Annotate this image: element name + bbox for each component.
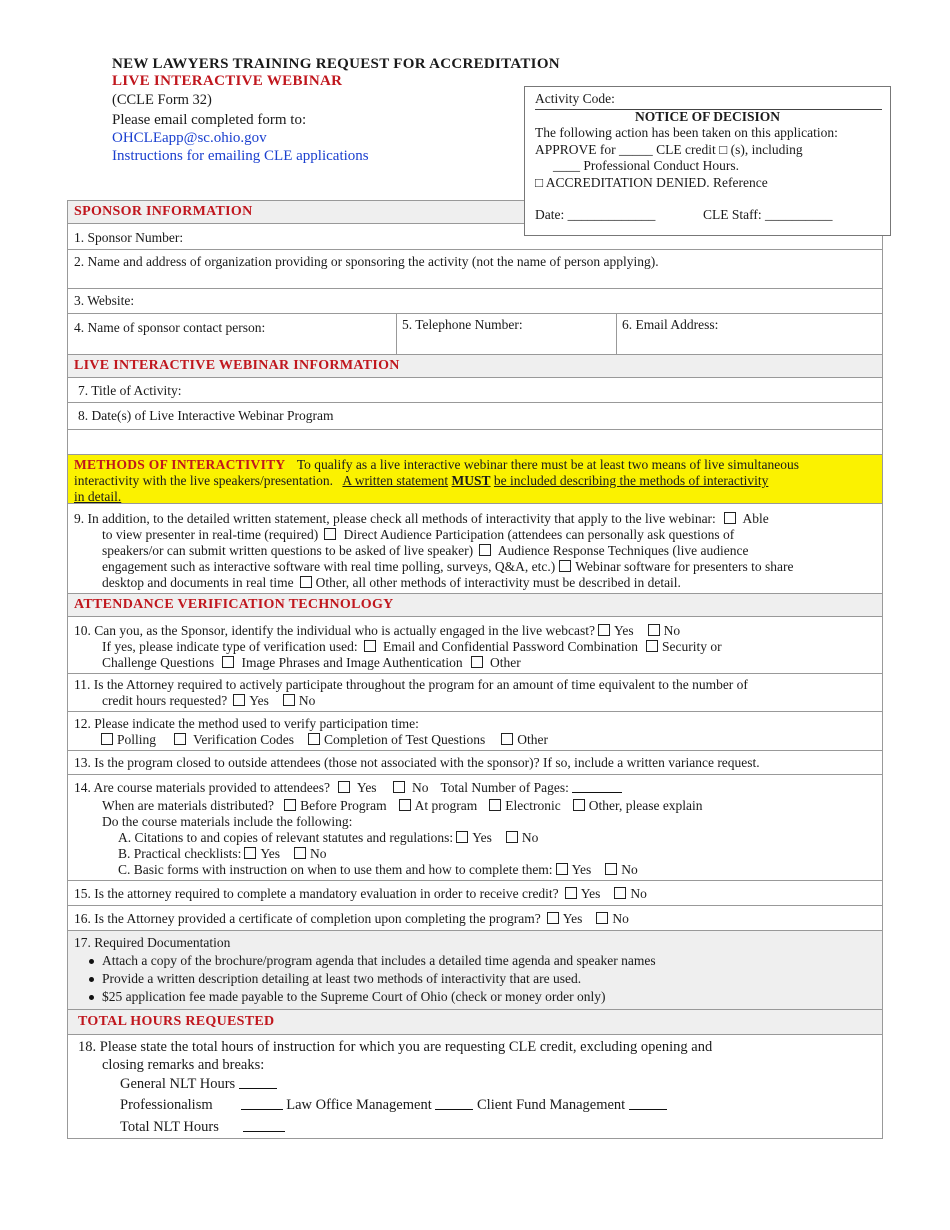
q14-pages-input[interactable] [572, 781, 622, 793]
q16-text: 16. Is the Attorney provided a certificate of completion upon completing the program? [74, 911, 541, 926]
q9-text-5b: Other, all other methods of interactivity must be described in detail. [315, 575, 681, 590]
q14-a-no-checkbox[interactable] [506, 831, 518, 843]
q9-able: Able [742, 511, 769, 526]
q18-text: 18. Please state the total hours of instruction for which you are requesting CLE credit, excluding opening and [78, 1039, 713, 1055]
q15-no: No [630, 886, 647, 901]
q14-at-checkbox[interactable] [399, 799, 411, 811]
q10-text: 10. Can you, as the Sponsor, identify the individual who is actually engaged in the live webcast? [74, 623, 595, 638]
bullet-3 [89, 995, 94, 1000]
notice-conduct-hours: ____ Professional Conduct Hours. [553, 158, 739, 173]
q17-text: 17. Required Documentation [74, 935, 231, 950]
q13-text: 13. Is the program closed to outside attendees (those not associated with the sponsor)? If so, include a written variance request. [74, 755, 760, 770]
form-id: (CCLE Form 32) [112, 92, 212, 108]
q14-yes: Yes [356, 780, 377, 795]
q10-image-checkbox[interactable] [222, 656, 234, 668]
methods-text-3: in detail. [74, 489, 122, 504]
q14-a-text: A. Citations to and copies of relevant statutes and regulations: [118, 830, 454, 845]
q10-other: Other [490, 655, 521, 670]
q10-yes-checkbox[interactable] [598, 624, 610, 636]
q14-before-checkbox[interactable] [284, 799, 296, 811]
professionalism-label: Professionalism [120, 1097, 213, 1113]
q11-no-checkbox[interactable] [283, 694, 295, 706]
q10-yes: Yes [613, 623, 634, 638]
q14-at: At program [414, 798, 478, 813]
q11-text-2: credit hours requested? [102, 693, 228, 708]
q14-c-no-checkbox[interactable] [605, 863, 617, 875]
q14-before: Before Program [300, 798, 387, 813]
q14-b-yes: Yes [260, 846, 280, 861]
notice-staff: CLE Staff: __________ [703, 207, 833, 222]
telephone-field[interactable]: 5. Telephone Number: [402, 317, 523, 332]
form-title: NEW LAWYERS TRAINING REQUEST FOR ACCREDITATION [112, 56, 560, 72]
q14-a-yes: Yes [472, 830, 492, 845]
methods-text-2c: be included describing the methods of interactivity [493, 473, 769, 488]
q14-include-label: Do the course materials include the following: [102, 814, 353, 829]
notice-approve: APPROVE for _____ CLE credit □ (s), including [535, 142, 803, 157]
q12-polling: Polling [117, 732, 157, 747]
webinar-section-header [68, 354, 882, 378]
methods-title: METHODS OF INTERACTIVITY [74, 457, 286, 472]
q12-tests: Completion of Test Questions [324, 732, 486, 747]
q11-yes-checkbox[interactable] [233, 694, 245, 706]
q16-yes: Yes [562, 911, 583, 926]
q14-a-no: No [521, 830, 539, 845]
q12-polling-checkbox[interactable] [101, 733, 113, 745]
q10-security-checkbox[interactable] [646, 640, 658, 652]
hours-section-header [68, 1009, 882, 1035]
q14-b-yes-checkbox[interactable] [244, 847, 256, 859]
attendance-section-header [68, 593, 882, 617]
q15-text: 15. Is the attorney required to complete a mandatory evaluation in order to receive credit? [74, 886, 559, 901]
bullet-1 [89, 959, 94, 964]
attendance-section-title: ATTENDANCE VERIFICATION TECHNOLOGY [74, 597, 394, 612]
q14-c-yes-checkbox[interactable] [556, 863, 568, 875]
q10-security: Security or [662, 639, 722, 654]
notice-line-1: The following action has been taken on this application: [535, 125, 838, 140]
q9-text-5a: desktop and documents in real time [102, 575, 294, 590]
activity-code-label: Activity Code: [535, 91, 615, 106]
q14-c-yes: Yes [571, 862, 592, 877]
q9-able-checkbox[interactable] [724, 512, 736, 524]
q9-webinar-software-checkbox[interactable] [559, 560, 571, 572]
q14-no-checkbox[interactable] [393, 781, 405, 793]
q14-yes-checkbox[interactable] [338, 781, 350, 793]
q14-pages-label: Total Number of Pages: [440, 780, 569, 795]
q14-when-label: When are materials distributed? [102, 798, 275, 813]
program-dates-field[interactable]: 8. Date(s) of Live Interactive Webinar Program [78, 408, 334, 423]
q9-other-checkbox[interactable] [300, 576, 312, 588]
email-instruction: Please email completed form to: [112, 112, 307, 128]
q11-yes: Yes [249, 693, 269, 708]
law-office-label: Law Office Management [286, 1097, 432, 1113]
q18-text-2: closing remarks and breaks: [102, 1057, 265, 1073]
email-link[interactable]: OHCLEapp@sc.ohio.gov [112, 130, 267, 146]
general-hours-label: General NLT Hours [120, 1076, 236, 1092]
professionalism-input[interactable] [241, 1098, 283, 1110]
general-hours-input[interactable] [239, 1077, 277, 1089]
q10-no: No [663, 623, 681, 638]
q11-no: No [298, 693, 316, 708]
q12-codes: Verification Codes [193, 732, 295, 747]
q14-a-yes-checkbox[interactable] [456, 831, 468, 843]
q14-c-no: No [621, 862, 638, 877]
q9-text-2b: Direct Audience Participation (attendees can personally ask questions of [343, 527, 735, 542]
q16-no-checkbox[interactable] [596, 912, 608, 924]
organization-name-field[interactable]: 2. Name and address of organization providing or sponsoring the activity (not the name of person applying). [74, 254, 659, 269]
required-docs-block [68, 931, 882, 1009]
q16-no: No [612, 911, 629, 926]
q14-electronic-checkbox[interactable] [489, 799, 501, 811]
q9-text-3b: Audience Response Techniques (live audience [497, 543, 749, 558]
total-hours-label: Total NLT Hours [120, 1119, 219, 1135]
q9-text-2a: to view presenter in real-time (required) [102, 527, 319, 542]
contact-person-field[interactable]: 4. Name of sponsor contact person: [74, 320, 266, 335]
q16-yes-checkbox[interactable] [547, 912, 559, 924]
doc-bullet-2: Provide a written description detailing at least two methods of interactivity that are used. [102, 971, 582, 986]
notice-date: Date: _____________ [535, 207, 656, 222]
law-office-input[interactable] [435, 1098, 473, 1110]
total-hours-input[interactable] [243, 1120, 285, 1132]
q9-audience-response-checkbox[interactable] [479, 544, 491, 556]
q15-yes-checkbox[interactable] [565, 887, 577, 899]
methods-text-2b: A written statement [342, 473, 449, 488]
q12-other: Other [517, 732, 548, 747]
methods-banner [68, 454, 882, 504]
q10-image: Image Phrases and Image Authentication [241, 655, 463, 670]
client-fund-input[interactable] [629, 1098, 667, 1110]
q14-text: 14. Are course materials provided to attendees? [74, 780, 331, 795]
methods-text-1: To qualify as a live interactive webinar there must be at least two means of live simultaneous [296, 457, 800, 472]
q10-verification-label: If yes, please indicate type of verification used: [102, 639, 358, 654]
q10-other-checkbox[interactable] [471, 656, 483, 668]
notice-denied: □ ACCREDITATION DENIED. Reference [535, 175, 768, 190]
q15-no-checkbox[interactable] [614, 887, 626, 899]
client-fund-label: Client Fund Management [477, 1097, 626, 1113]
q14-b-no: No [310, 846, 327, 861]
q10-password-checkbox[interactable] [364, 640, 376, 652]
q9-text-4b: Webinar software for presenters to share [575, 559, 794, 574]
sponsor-number-field[interactable]: 1. Sponsor Number: [74, 230, 184, 245]
notice-title: NOTICE OF DECISION [634, 109, 781, 124]
q9-direct-participation-checkbox[interactable] [324, 528, 336, 540]
q14-b-text: B. Practical checklists: [118, 846, 242, 861]
q12-codes-checkbox[interactable] [174, 733, 186, 745]
form-subtitle: LIVE INTERACTIVE WEBINAR [112, 73, 343, 89]
q14-other: Other, please explain [588, 798, 703, 813]
q12-tests-checkbox[interactable] [308, 733, 320, 745]
sponsor-section-title: SPONSOR INFORMATION [74, 204, 253, 219]
q10-no-checkbox[interactable] [648, 624, 660, 636]
application-form [67, 200, 883, 1139]
q14-electronic: Electronic [505, 798, 561, 813]
q11-text: 11. Is the Attorney required to actively participate throughout the program for an amount of time equivalent to the number of [74, 677, 748, 692]
bullet-2 [89, 977, 94, 982]
doc-bullet-3: $25 application fee made payable to the Supreme Court of Ohio (check or money order only) [102, 989, 606, 1004]
doc-bullet-1: Attach a copy of the brochure/program agenda that includes a detailed time agenda and speaker names [102, 953, 656, 968]
instructions-link[interactable]: Instructions for emailing CLE applications [112, 148, 369, 164]
methods-text-2a: interactivity with the live speakers/presentation. [74, 473, 334, 488]
q10-challenge: Challenge Questions [102, 655, 215, 670]
q9-text-1: 9. In addition, to the detailed written statement, please check all methods of interactivity that apply to the live webinar: [74, 511, 716, 526]
email-address-field[interactable]: 6. Email Address: [622, 317, 719, 332]
q14-c-text: C. Basic forms with instruction on when to use them and how to complete them: [118, 862, 553, 877]
q10-password: Email and Confidential Password Combination [383, 639, 639, 654]
q14-other-checkbox[interactable] [573, 799, 585, 811]
notice-of-decision-box [524, 86, 891, 236]
q9-text-4a: engagement such as interactive software with real time polling, surveys, Q&A, etc.) [102, 559, 556, 574]
methods-must: MUST [451, 473, 491, 488]
q12-other-checkbox[interactable] [501, 733, 513, 745]
website-field[interactable]: 3. Website: [74, 293, 135, 308]
activity-title-field[interactable]: 7. Title of Activity: [78, 383, 182, 398]
q9-text-3a: speakers/or can submit written questions to be asked of live speaker) [102, 543, 474, 558]
q14-no: No [411, 780, 429, 795]
q12-text: 12. Please indicate the method used to verify participation time: [74, 716, 419, 731]
hours-section-title: TOTAL HOURS REQUESTED [78, 1014, 275, 1029]
webinar-section-title: LIVE INTERACTIVE WEBINAR INFORMATION [74, 358, 400, 373]
q14-b-no-checkbox[interactable] [294, 847, 306, 859]
q15-yes: Yes [580, 886, 601, 901]
